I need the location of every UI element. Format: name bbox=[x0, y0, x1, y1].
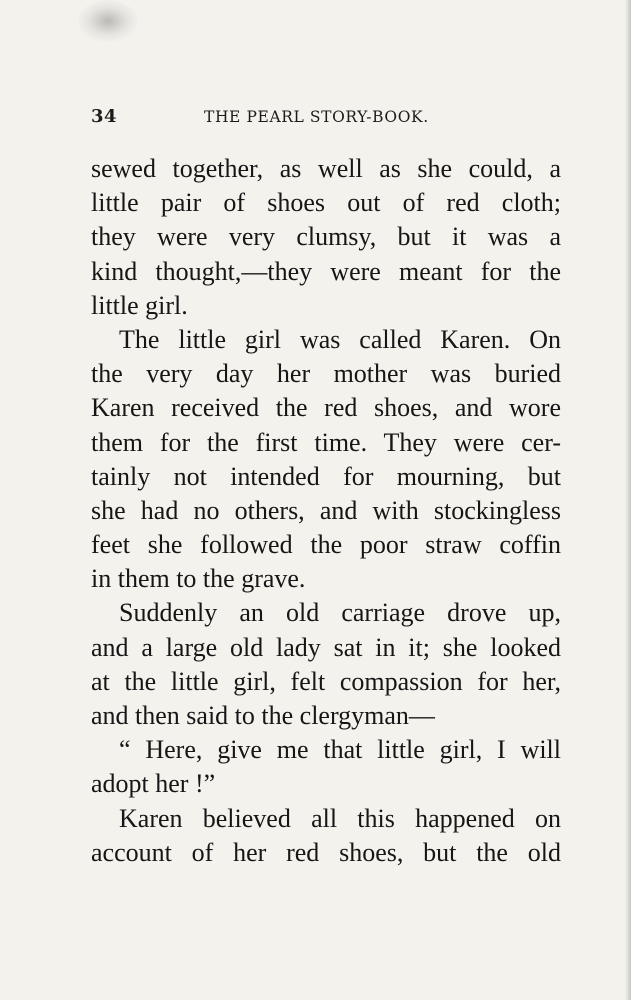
text-line: little pair of shoes out of red cloth; bbox=[91, 188, 561, 218]
text-line: “ Here, give me that little girl, I will bbox=[119, 735, 561, 765]
ink-smudge bbox=[78, 0, 138, 42]
text-line: and a large old lady sat in it; she looked bbox=[91, 632, 561, 662]
text-line: Karen received the red shoes, and wore bbox=[91, 393, 561, 423]
text-line: little girl. bbox=[91, 290, 188, 320]
page-number: 34 bbox=[91, 106, 118, 127]
page-edge-shadow bbox=[625, 0, 631, 1000]
text-line: feet she followed the poor straw coffin bbox=[91, 530, 561, 560]
text-line: the very day her mother was buried bbox=[91, 359, 561, 389]
text-line: in them to the grave. bbox=[91, 564, 306, 594]
body-text bbox=[91, 152, 561, 870]
text-line: kind thought,—they were meant for the bbox=[91, 256, 561, 286]
text-line: them for the first time. They were cer- bbox=[91, 427, 561, 457]
text-line: account of her red shoes, but the old bbox=[91, 837, 561, 867]
running-head bbox=[91, 106, 561, 136]
text-line: at the little girl, felt compassion for her, bbox=[91, 666, 561, 696]
text-line: adopt her !” bbox=[91, 769, 216, 799]
text-line: The little girl was called Karen. On bbox=[119, 324, 561, 354]
text-line: sewed together, as well as she could, a bbox=[91, 154, 561, 183]
text-line: they were very clumsy, but it was a bbox=[91, 222, 561, 252]
text-line: and then said to the clergyman— bbox=[91, 701, 435, 730]
running-title: THE PEARL STORY-BOOK. bbox=[204, 108, 429, 126]
text-line: Suddenly an old carriage drove up, bbox=[119, 598, 561, 628]
text-line: she had no others, and with stockingless bbox=[91, 495, 561, 525]
text-line: tainly not intended for mourning, but bbox=[91, 461, 561, 491]
text-line: Karen believed all this happened on bbox=[119, 803, 561, 833]
